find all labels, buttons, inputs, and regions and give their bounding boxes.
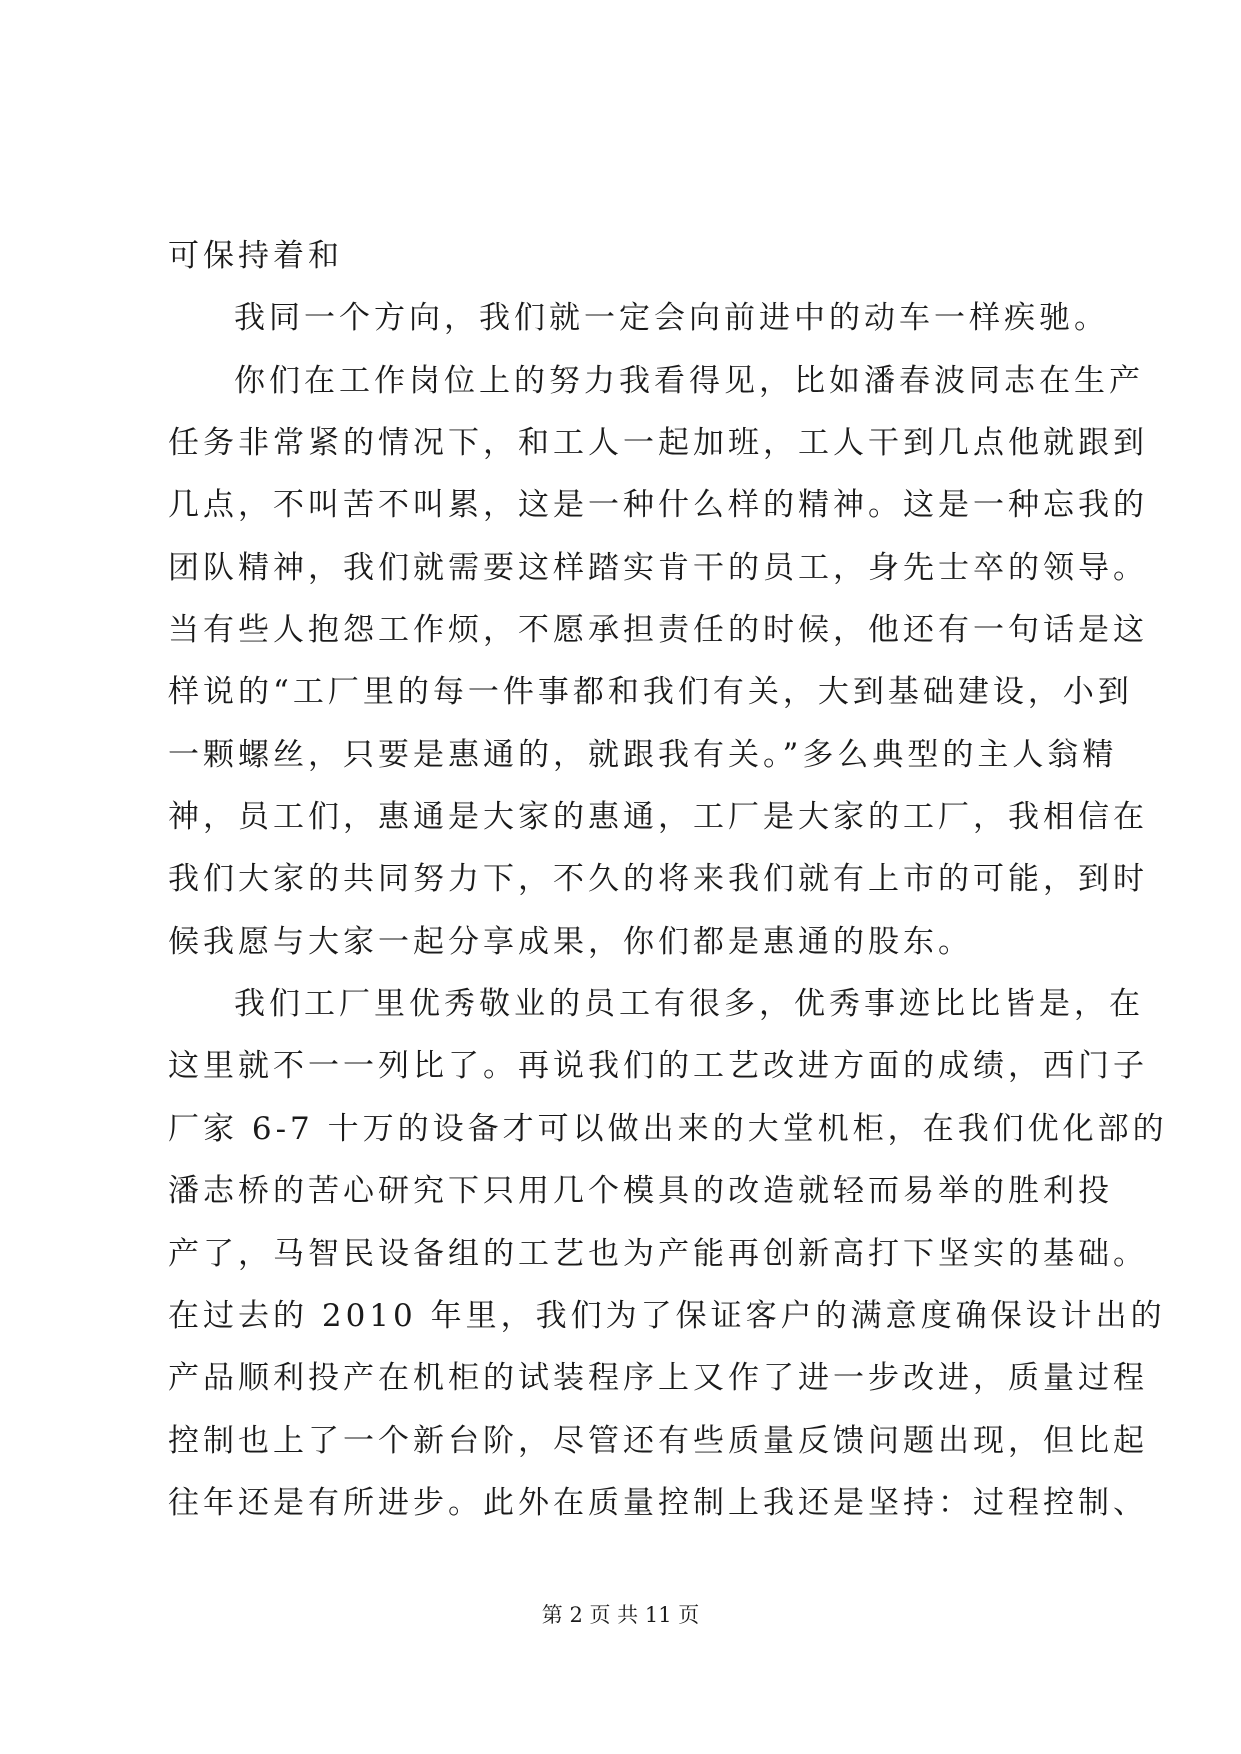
text-line: 可保持着和: [168, 238, 343, 274]
text-line: 厂家 6-7 十万的设备才可以做出来的大堂机柜，在我们优化部的: [168, 1110, 1168, 1147]
text-line: 控制也上了一个新台阶，尽管还有些质量反馈问题出现，但比起: [168, 1422, 1148, 1459]
text-line: 我们大家的共同努力下，不久的将来我们就有上市的可能，到时: [168, 861, 1148, 898]
text-line: 样说的“工厂里的每一件事都和我们有关，大到基础建设，小到: [168, 674, 1133, 711]
text-line: 产品顺利投产在机柜的试装程序上又作了进一步改进，质量过程: [168, 1360, 1148, 1397]
text-line: 这里就不一一列比了。再说我们的工艺改进方面的成绩，西门子: [168, 1048, 1148, 1085]
text-line: 在过去的 2010 年里，我们为了保证客户的满意度确保设计出的: [168, 1297, 1166, 1334]
page-number-footer: 第 2 页 共 11 页: [541, 1603, 700, 1627]
text-line: 候我愿与大家一起分享成果，你们都是惠通的股东。: [168, 923, 973, 960]
text-line: 几点，不叫苦不叫累，这是一种什么样的精神。这是一种忘我的: [168, 487, 1148, 524]
text-line: 产了，马智民设备组的工艺也为产能再创新高打下坚实的基础。: [168, 1235, 1148, 1272]
text-line: 团队精神，我们就需要这样踏实肯干的员工，身先士卒的领导。: [168, 549, 1148, 586]
text-line: 任务非常紧的情况下，和工人一起加班，工人干到几点他就跟到: [168, 425, 1148, 462]
text-line: 你们在工作岗位上的努力我看得见，比如潘春波同志在生产: [234, 362, 1144, 399]
body-text: [168, 225, 1168, 1534]
text-line: 潘志桥的苦心研究下只用几个模具的改造就轻而易举的胜利投: [168, 1173, 1113, 1210]
text-line: 我们工厂里优秀敬业的员工有很多，优秀事迹比比皆是，在: [234, 986, 1144, 1023]
text-line: 当有些人抱怨工作烦，不愿承担责任的时候，他还有一句话是这: [168, 612, 1148, 649]
text-line: 一颗螺丝，只要是惠通的，就跟我有关。”多么典型的主人翁精: [168, 736, 1118, 773]
text-line: 我同一个方向，我们就一定会向前进中的动车一样疾驰。: [234, 300, 1109, 337]
text-line: 神，员工们，惠通是大家的惠通，工厂是大家的工厂，我相信在: [168, 799, 1148, 836]
text-line: 往年还是有所进步。此外在质量控制上我还是坚持：过程控制、: [168, 1484, 1148, 1521]
